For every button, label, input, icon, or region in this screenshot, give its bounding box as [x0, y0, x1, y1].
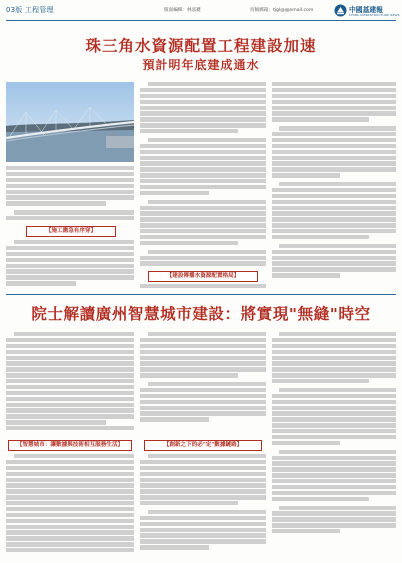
masthead: [0, 0, 402, 22]
article2-col1-text: [6, 332, 134, 438]
article1-col2-text-b: [140, 284, 266, 293]
article1-headline: 珠三角水資源配置工程建設加速: [85, 37, 317, 55]
article1-subheadline: 預計明年底建成通水: [142, 58, 260, 72]
newspaper-logo: [334, 3, 400, 19]
logo-name: 中國基建報: [349, 6, 383, 14]
article2-col3-text: [272, 332, 396, 558]
article1-col1-text-b: [6, 240, 134, 292]
article2-section-head-2: 【創新之下的必"定"數據鏈路】: [144, 440, 262, 451]
article2-col1-text-b: [6, 454, 134, 558]
bridge-photo: [6, 82, 134, 162]
logo-emblem-icon: [334, 4, 347, 17]
article-separator: [6, 294, 396, 295]
article1-col3-text: [272, 82, 396, 292]
article2-col2-text: [140, 332, 266, 438]
article1-col2-text: [140, 82, 266, 268]
top-rule: [6, 20, 396, 21]
editor-credit: 版面編輯：林泓鍵: [164, 8, 201, 13]
article2-section-head-1: 【智慧城市：讓數據與技術相互服務生活】: [8, 440, 132, 451]
page-label: 03版 工程管理: [6, 6, 54, 14]
article1-section-head-1: 【施工應急有序穿】: [26, 226, 116, 237]
article1-section-head-2: 【建設傳播水資源配置格局】: [148, 271, 258, 282]
article2-col2-text-b: [140, 454, 266, 558]
reporter-email: 投稿郵箱：tjgl@@email.com: [250, 8, 314, 13]
article2-headline: 院士解讀廣州智慧城市建設：將實現"無縫"時空: [31, 305, 371, 323]
article1-col1-text: [6, 166, 134, 224]
logo-english: CHINA INFRASTRUCTURE NEWS: [349, 13, 400, 17]
